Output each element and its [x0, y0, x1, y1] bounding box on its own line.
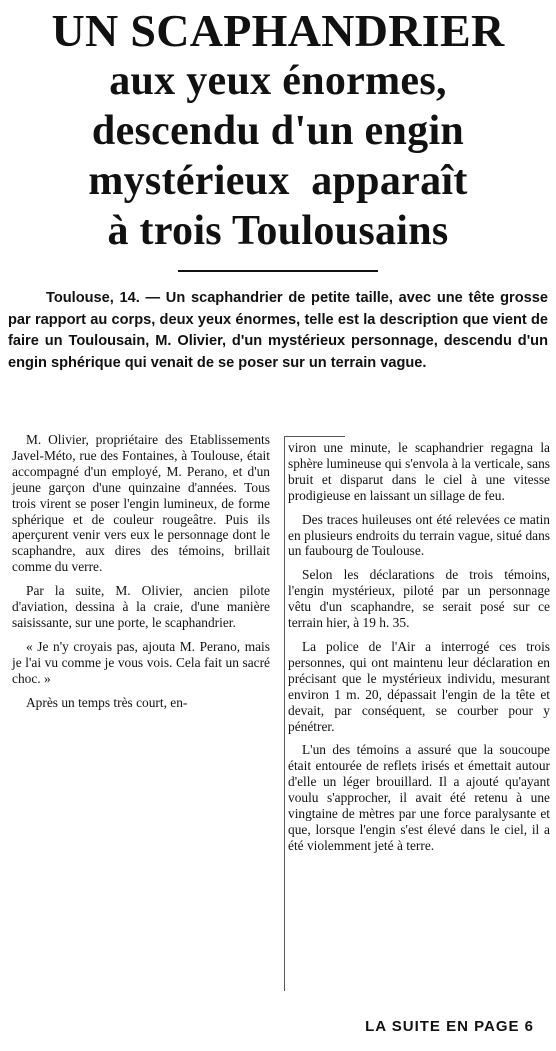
- left-paragraph: Après un temps très court, en-: [26, 694, 188, 710]
- right-paragraph: viron une minute, le scaphandrier regagna la sphère lumineuse qui s'envola à la verticale, sans bruit et disparut dans le ciel à une vitesse prodigieuse en laissant un sillage de feu.: [288, 440, 550, 503]
- left-paragraph: Par la suite, M. Olivier, ancien pilote d'aviation, dessina à la craie, d'une manière saisissante, sur une porte, le scaphandrier.: [12, 583, 270, 630]
- right-paragraph: Selon les déclarations de trois témoins, l'engin mystérieux, piloté par un personnage vêtu d'un scaphandre, se serait posé sur ce terrain hier, à 19 h. 35.: [288, 567, 550, 631]
- left-paragraph: « Je n'y croyais pas, ajouta M. Perano, mais je l'ai vu comme je vous vois. Cela fait un sacré choc. »: [12, 638, 270, 686]
- continued-on-page-notice: LA SUITE EN PAGE 6: [365, 1018, 534, 1035]
- headline-rule: [178, 270, 378, 272]
- headline-line-3: descendu d'un engin: [91, 108, 465, 154]
- headline-line-1: UN SCAPHANDRIER: [51, 5, 505, 56]
- right-paragraph: L'un des témoins a assuré que la soucoupe était entourée de reflets irisés et émettait autour d'elle un léger brouillard. Il a ajouté qu'ayant voulu s'approcher, il avait été retenu à une vingtaine de mètres par une force paralysante et que, lorsque l'engin s'est élevé dans le ciel, il a été violemment jeté à terre.: [288, 742, 550, 853]
- headline: [0, 6, 556, 256]
- column-divider: [284, 436, 285, 991]
- left-column: [12, 432, 270, 719]
- lead-text: Toulouse, 14. — Un scaphandrier de petite taille, avec une tête grosse par rapport au corps, deux yeux énormes, telle est la description que vient de faire un Toulousain, M. Olivier, d'un mystérieux personnage, descendu d'un engin sphérique qui venait de se poser sur un terrain vague.: [8, 290, 548, 371]
- right-paragraph: Des traces huileuses ont été relevées ce matin en plusieurs endroits du terrain vague, situé dans un faubourg de Toulouse.: [288, 511, 550, 559]
- headline-line-4: mystérieux apparaît: [88, 158, 468, 204]
- right-paragraph: La police de l'Air a interrogé ces trois personnes, qui ont maintenu leur déclaration en précisant que le mystérieux individu, mesurant environ 1 m. 20, dépassait l'engin de la tête et devait, par conséquent, se courber pour y pénétrer.: [288, 638, 550, 734]
- left-paragraph: M. Olivier, propriétaire des Etablissements Javel-Méto, rue des Fontaines, à Toulouse, était accompagné d'un employé, M. Perano, et d'un jeune garçon d'une quinzaine d'années. Tous trois virent se poser l'engin lumineux, de forme sphérique et de couleur rougeâtre. Puis ils aperçurent venir vers eux le personnage dont le scaphandre, aux dires des témoins, brillait comme du verre.: [12, 432, 270, 575]
- headline-line-5: à trois Toulousains: [107, 208, 449, 254]
- column-top-rule: [285, 436, 345, 437]
- right-column: [288, 440, 550, 862]
- headline-line-2: aux yeux énormes,: [109, 58, 447, 104]
- lead-paragraph: [8, 288, 548, 374]
